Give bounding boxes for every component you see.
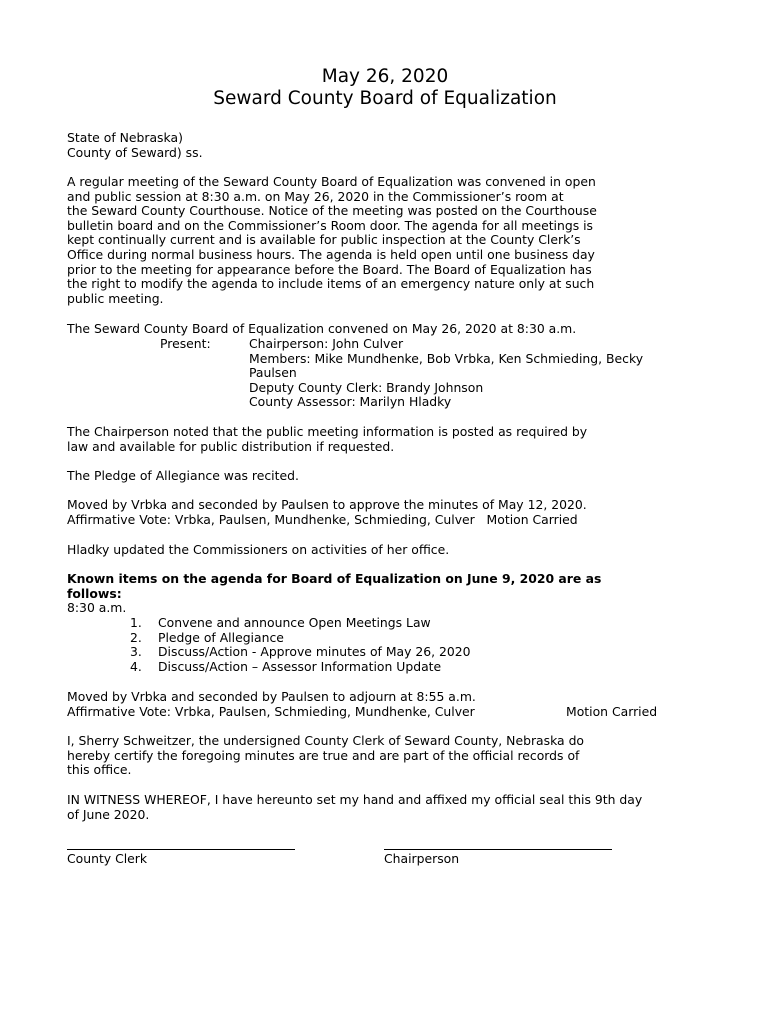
certification-line: I, Sherry Schweitzer, the undersigned County Clerk of Seward County, Nebraska do: [67, 733, 585, 748]
intro-line: prior to the meeting for appearance before the Board. The Board of Equalization has: [67, 261, 592, 277]
agenda-item: [130, 631, 471, 646]
intro-line: the Seward County Courthouse. Notice of the meeting was posted on the Courthouse: [67, 203, 597, 219]
pledge-text: The Pledge of Allegiance was recited.: [67, 468, 299, 483]
intro-line: kept continually current and is available for public inspection at the County Clerk’s: [67, 232, 581, 248]
minutes-motion-vote: Affirmative Vote: Vrbka, Paulsen, Mundhenke, Schmieding, Culver Motion Carried: [67, 511, 578, 527]
chairperson-label: Chairperson: [384, 851, 460, 866]
attendance-list: [249, 337, 689, 410]
jurisdiction-block: [67, 131, 717, 160]
certification-paragraph: [67, 734, 717, 778]
known-items-section: [67, 572, 717, 616]
agenda-item-text: Discuss/Action - Approve minutes of May 26, 2020: [158, 644, 471, 660]
minutes-motion: [67, 498, 717, 527]
board-title: Seward County Board of Equalization: [213, 88, 557, 109]
agenda-item-text: Discuss/Action – Assessor Information Update: [158, 658, 442, 674]
intro-paragraph: [67, 175, 717, 306]
agenda-item-number: 4.: [130, 658, 142, 674]
chairperson-signature-line: [384, 849, 612, 850]
intro-line: the right to modify the agenda to include items of an emergency nature only at such: [67, 276, 595, 292]
jurisdiction-state: State of Nebraska): [67, 130, 183, 145]
agenda-item-text: Pledge of Allegiance: [158, 629, 284, 645]
agenda-item-text: Convene and announce Open Meetings Law: [158, 615, 431, 630]
agenda-item: [130, 660, 471, 675]
agenda-item: [130, 616, 471, 631]
agenda-item-number: 3.: [130, 644, 142, 660]
intro-line: A regular meeting of the Seward County Board of Equalization was convened in open: [67, 174, 596, 189]
witness-line: IN WITNESS WHEREOF, I have hereunto set my hand and affixed my official seal this 9th day: [67, 792, 643, 807]
intro-line: bulletin board and on the Commissioner’s Room door. The agenda for all meetings is: [67, 217, 594, 233]
known-items-heading-cont: follows:: [67, 585, 122, 601]
hladky-update-text: Hladky updated the Commissioners on activities of her office.: [67, 542, 450, 557]
note-line: The Chairperson noted that the public meeting information is posted as required by: [67, 424, 588, 439]
intro-line: public meeting.: [67, 290, 164, 306]
jurisdiction-county: County of Seward) ss.: [67, 144, 203, 160]
meeting-date-title: May 26, 2020: [321, 66, 449, 87]
minutes-motion-text: Moved by Vrbka and seconded by Paulsen to approve the minutes of May 12, 2020.: [67, 497, 587, 512]
witness-paragraph: [67, 793, 717, 822]
county-clerk-signature-line: [67, 849, 295, 850]
hladky-update: [67, 543, 717, 558]
adjourn-motion-result: Motion Carried: [566, 703, 658, 719]
agenda-list: [130, 616, 471, 674]
attendee-members-cont: Paulsen: [249, 365, 297, 381]
present-label: Present:: [160, 336, 211, 351]
agenda-item-number: 1.: [130, 615, 142, 630]
convened-text: The Seward County Board of Equalization convened on May 26, 2020 at 8:30 a.m.: [67, 321, 577, 336]
pledge-statement: [67, 469, 717, 484]
convened-statement: [67, 322, 717, 337]
attendee-chairperson: Chairperson: John Culver: [249, 336, 404, 351]
chairperson-note: [67, 425, 717, 454]
county-clerk-label: County Clerk: [67, 851, 148, 866]
agenda-item: [130, 645, 471, 660]
attendee-assessor: County Assessor: Marilyn Hladky: [249, 394, 452, 410]
known-items-heading: Known items on the agenda for Board of Equalization on June 9, 2020 are as: [67, 571, 602, 586]
certification-line: this office.: [67, 762, 132, 778]
intro-line: and public session at 8:30 a.m. on May 26, 2020 in the Commissioner’s room at: [67, 188, 564, 204]
agenda-item-number: 2.: [130, 629, 142, 645]
attendee-members: Members: Mike Mundhenke, Bob Vrbka, Ken Schmieding, Becky: [249, 350, 644, 366]
attendee-deputy-clerk: Deputy County Clerk: Brandy Johnson: [249, 379, 484, 395]
adjourn-motion-text: Moved by Vrbka and seconded by Paulsen to adjourn at 8:55 a.m.: [67, 689, 476, 704]
adjourn-motion-vote: Affirmative Vote: Vrbka, Paulsen, Schmieding, Mundhenke, Culver: [67, 703, 475, 719]
note-line: law and available for public distribution if requested.: [67, 438, 395, 454]
certification-line: hereby certify the foregoing minutes are true and are part of the official records of: [67, 747, 580, 763]
witness-line: of June 2020.: [67, 806, 150, 822]
intro-line: Office during normal business hours. The agenda is held open until one business day: [67, 246, 595, 262]
agenda-time: 8:30 a.m.: [67, 600, 127, 616]
